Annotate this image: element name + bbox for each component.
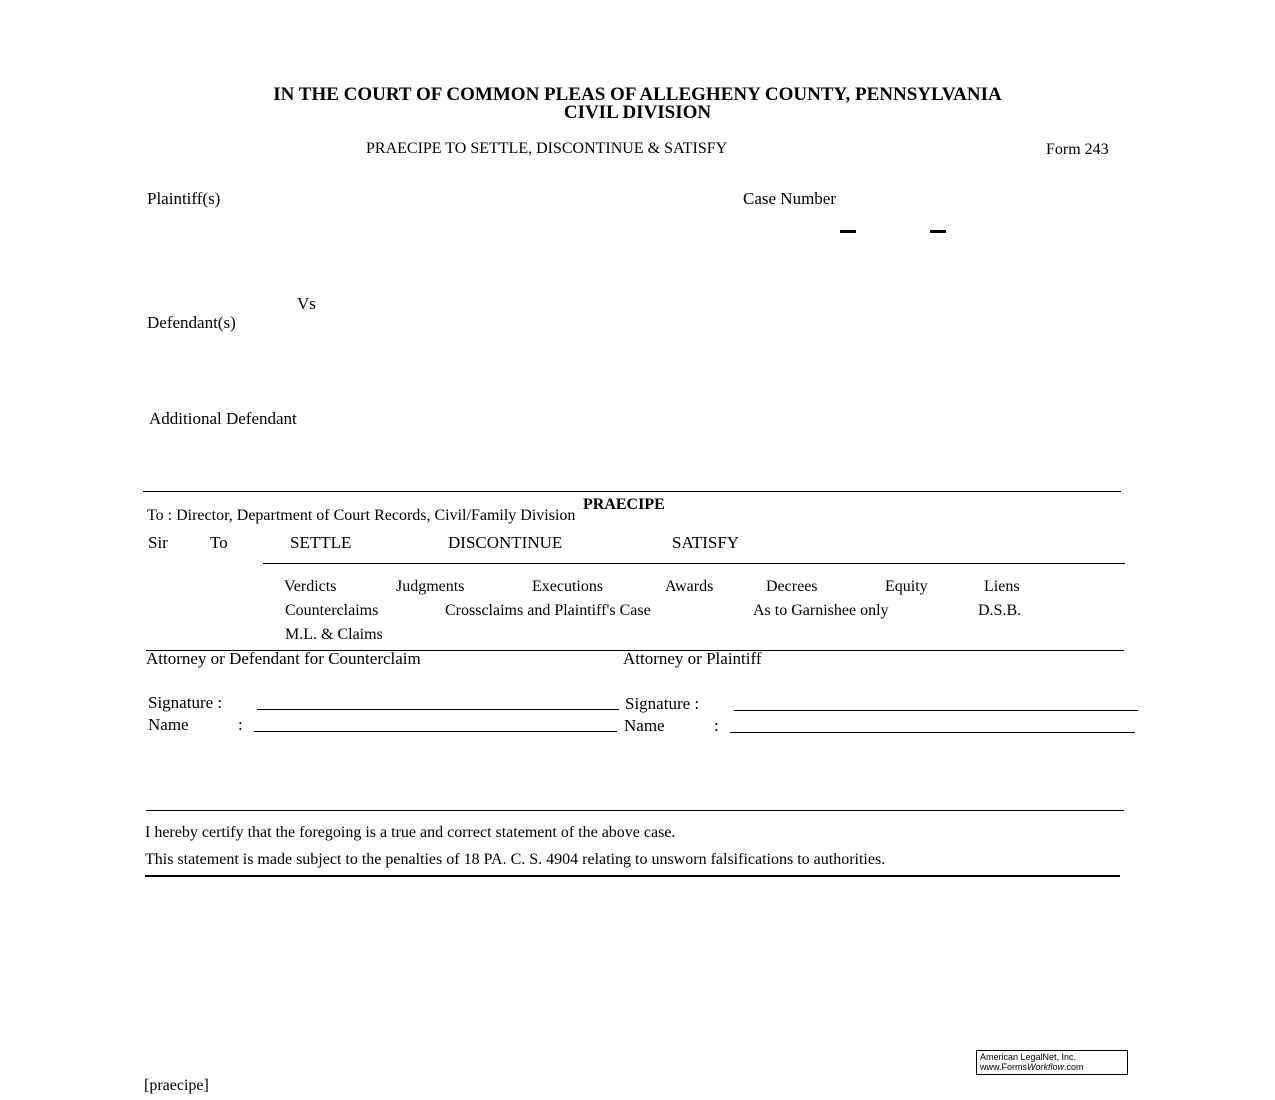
left-signature-label: Signature : xyxy=(148,693,223,712)
case-number-label: Case Number xyxy=(743,189,837,208)
option-judgments[interactable]: Judgments xyxy=(396,578,465,595)
option-garnishee[interactable]: As to Garnishee only xyxy=(753,602,889,619)
attorney-defendant-label: Attorney or Defendant for Counterclaim xyxy=(146,649,421,668)
certification-line-2: This statement is made subject to the penalties of 18 PA. C. S. 4904 relating to unsworn falsifications to authorities. xyxy=(145,851,886,868)
section-divider xyxy=(146,810,1124,811)
option-liens[interactable]: Liens xyxy=(984,578,1020,595)
court-heading: IN THE COURT OF COMMON PLEAS OF ALLEGHENY COUNTY, PENNSYLVANIA xyxy=(273,84,1002,105)
right-name-colon: : xyxy=(714,716,719,735)
case-number-dash xyxy=(840,230,856,233)
to-director-line: To : Director, Department of Court Records, Civil/Family Division xyxy=(147,507,576,524)
option-verdicts[interactable]: Verdicts xyxy=(284,578,337,595)
option-dsb[interactable]: D.S.B. xyxy=(978,602,1022,619)
option-satisfy[interactable]: SATISFY xyxy=(672,533,740,552)
right-signature-label: Signature : xyxy=(625,694,700,713)
case-number-dash xyxy=(930,230,946,233)
option-equity[interactable]: Equity xyxy=(885,578,928,595)
defendant-label: Defendant(s) xyxy=(147,313,236,332)
certification-rule xyxy=(145,875,1120,877)
praecipe-heading: PRAECIPE xyxy=(583,496,665,513)
action-underline xyxy=(263,563,1125,564)
section-divider xyxy=(143,491,1121,492)
option-decrees[interactable]: Decrees xyxy=(766,578,818,595)
left-name-field[interactable] xyxy=(254,731,617,732)
certification-line-1: I hereby certify that the foregoing is a true and correct statement of the above case. xyxy=(145,824,676,841)
form-number: Form 243 xyxy=(1046,141,1109,158)
left-signature-field[interactable] xyxy=(257,709,619,710)
division-heading: CIVIL DIVISION xyxy=(563,102,712,123)
left-name-label: Name xyxy=(148,715,189,734)
form-title: PRAECIPE TO SETTLE, DISCONTINUE & SATISFY xyxy=(366,140,728,157)
publisher-stamp xyxy=(976,1050,1128,1075)
additional-defendant-label: Additional Defendant xyxy=(149,409,297,428)
right-signature-field[interactable] xyxy=(734,710,1138,711)
option-crossclaims[interactable]: Crossclaims and Plaintiff's Case xyxy=(445,602,651,619)
option-executions[interactable]: Executions xyxy=(532,578,604,595)
vs-label: Vs xyxy=(297,294,316,313)
left-name-colon: : xyxy=(238,715,243,734)
right-name-label: Name xyxy=(624,716,665,735)
option-ml-claims[interactable]: M.L. & Claims xyxy=(285,626,383,643)
attorney-plaintiff-label: Attorney or Plaintiff xyxy=(623,649,762,668)
to-label: To xyxy=(210,533,228,552)
option-discontinue[interactable]: DISCONTINUE xyxy=(448,533,563,552)
option-counterclaims[interactable]: Counterclaims xyxy=(285,602,379,619)
sir-label: Sir xyxy=(148,533,168,552)
stamp-company: American LegalNet, Inc. xyxy=(980,1052,1077,1062)
option-settle[interactable]: SETTLE xyxy=(290,533,352,552)
option-awards[interactable]: Awards xyxy=(665,578,714,595)
plaintiff-label: Plaintiff(s) xyxy=(147,189,221,208)
form-tag: [praecipe] xyxy=(144,1077,209,1094)
stamp-website: www.FormsWorkflow.com xyxy=(980,1062,1084,1072)
right-name-field[interactable] xyxy=(730,732,1135,733)
